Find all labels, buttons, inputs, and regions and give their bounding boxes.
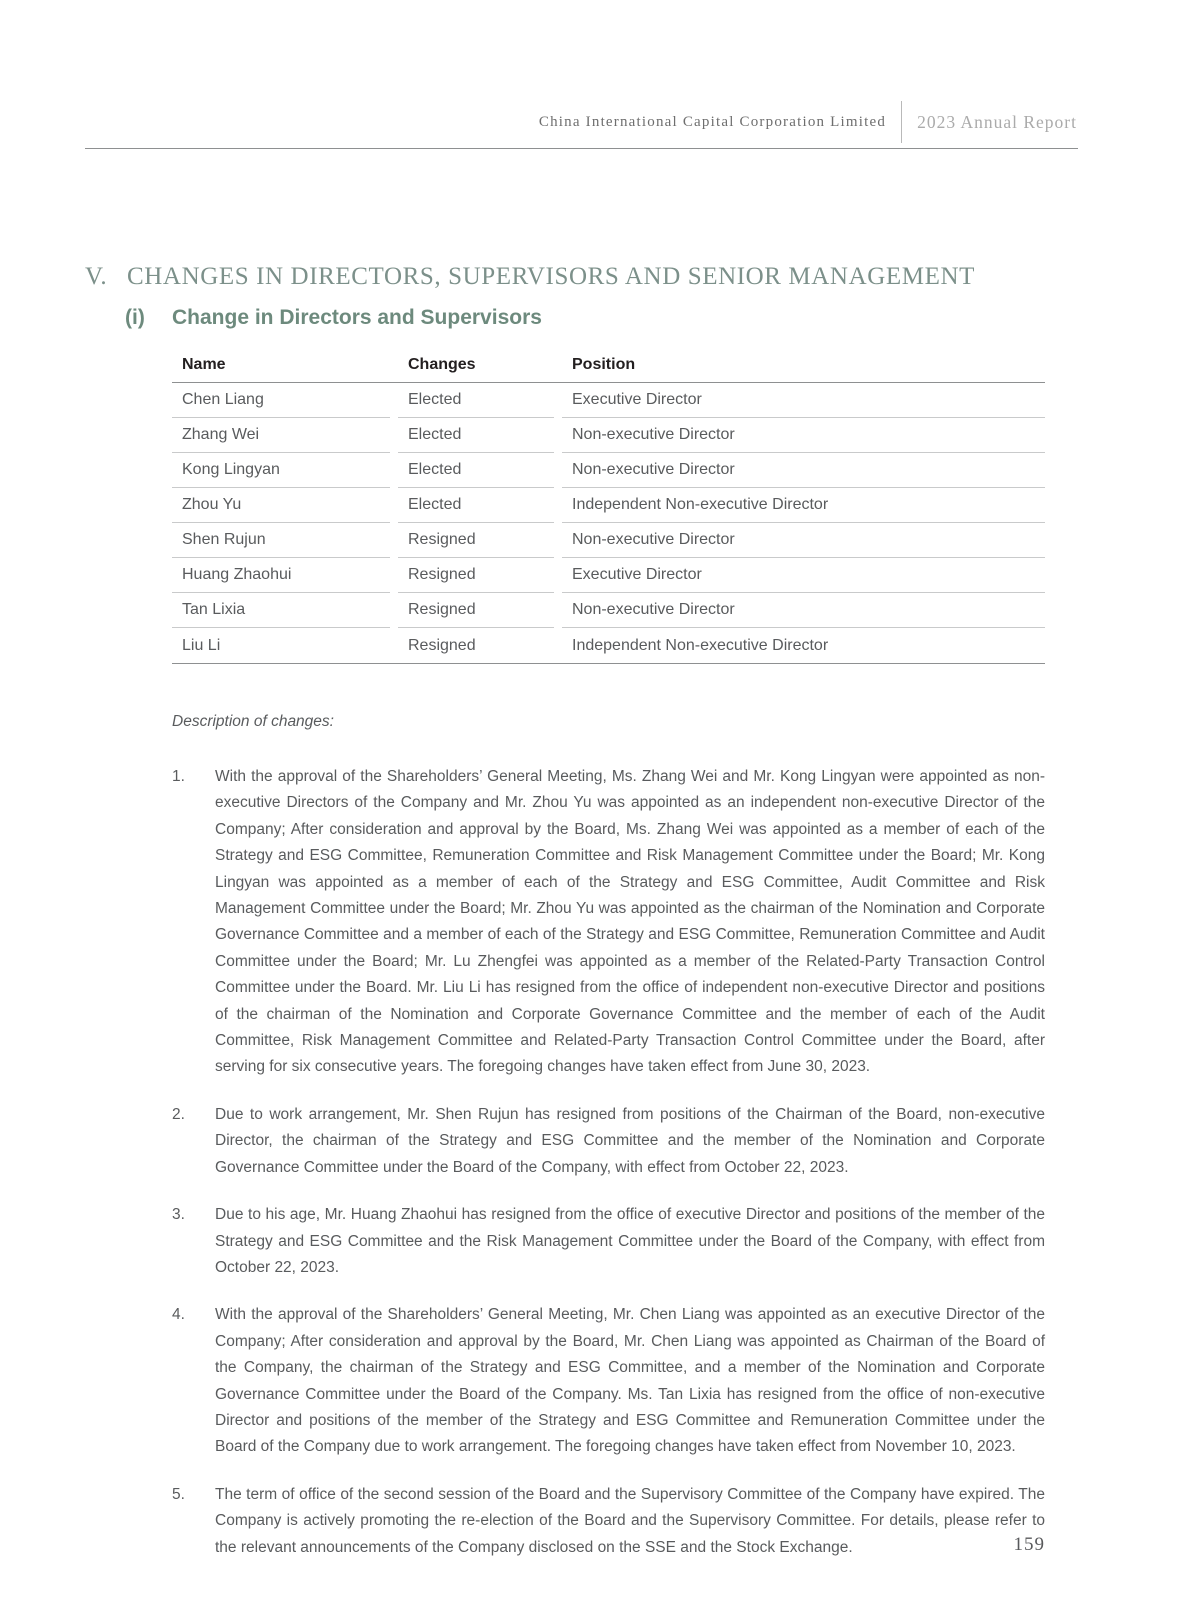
table-cell-name: Shen Rujun	[172, 523, 390, 558]
section-number: V.	[85, 263, 108, 290]
table-cell-position: Non-executive Director	[562, 593, 1045, 628]
table-cell-position: Non-executive Director	[562, 453, 1045, 488]
table-row	[172, 488, 1045, 523]
column-header-changes: Changes	[408, 356, 476, 373]
description-item-number: 4.	[172, 1306, 185, 1324]
table-header-row	[172, 349, 1045, 383]
table-row	[172, 418, 1045, 453]
directors-table	[172, 349, 1045, 664]
description-item	[172, 764, 1045, 1081]
table-body	[172, 383, 1045, 664]
table-cell-name: Chen Liang	[172, 383, 390, 418]
table-cell-changes: Elected	[398, 488, 554, 523]
table-cell-changes: Elected	[398, 383, 554, 418]
table-cell-name: Zhou Yu	[172, 488, 390, 523]
section-title	[85, 263, 1190, 291]
description-item-number: 2.	[172, 1105, 185, 1123]
description-label: Description of changes:	[172, 713, 334, 730]
table-cell-changes: Resigned	[408, 636, 476, 654]
table-cell-changes: Elected	[398, 453, 554, 488]
table-cell-name: Tan Lixia	[172, 593, 390, 628]
description-item	[172, 1102, 1045, 1181]
description-item	[172, 1482, 1045, 1561]
description-item	[172, 1302, 1045, 1460]
table-cell-position: Executive Director	[562, 383, 1045, 418]
table-cell-name: Liu Li	[182, 636, 221, 654]
company-name: China International Capital Corporation Limited	[538, 113, 887, 130]
table-cell-name: Kong Lingyan	[172, 453, 390, 488]
column-header-name: Name	[182, 356, 226, 373]
table-cell-changes: Resigned	[398, 523, 554, 558]
subsection-title	[125, 306, 1190, 330]
report-title: 2023 Annual Report	[917, 111, 1077, 132]
description-item-text: The term of office of the second session of the Board and the Supervisory Committee of the Company have expired. The Company is actively promoting the re-election of the Board and the Supervisory Committee. For details, please refer to the relevant announcements of the Company disclosed on the SSE and the Stock Exchange.	[215, 1485, 1045, 1556]
page-header	[0, 0, 1190, 149]
table-cell-position: Non-executive Director	[562, 523, 1045, 558]
description-item-text: Due to work arrangement, Mr. Shen Rujun has resigned from positions of the Chairman of the Board, non-executive Director, the chairman of the Strategy and ESG Committee and the member of the Nomination and Corporate Governance Committee under the Board of the Company, with effect from October 22, 2023.	[215, 1105, 1045, 1176]
table-cell-position: Executive Director	[562, 558, 1045, 593]
table-row	[172, 383, 1045, 418]
column-header-position: Position	[572, 356, 636, 373]
table-cell-changes: Elected	[398, 418, 554, 453]
table-row	[172, 453, 1045, 488]
table-cell-name: Huang Zhaohui	[172, 558, 390, 593]
description-item-number: 3.	[172, 1206, 185, 1224]
table-cell-changes: Resigned	[398, 558, 554, 593]
table-row	[172, 558, 1045, 593]
subsection-number: (i)	[125, 306, 145, 329]
table-cell-position: Independent Non-executive Director	[562, 488, 1045, 523]
section-title-text: CHANGES IN DIRECTORS, SUPERVISORS AND SENIOR MANAGEMENT	[127, 263, 975, 290]
table-row	[172, 593, 1045, 628]
header-line	[0, 100, 1077, 144]
description-item	[172, 1202, 1045, 1281]
header-rule	[85, 148, 1078, 149]
description-item-number: 1.	[172, 768, 185, 785]
description-item-text: Due to his age, Mr. Huang Zhaohui has resigned from the office of executive Director and positions of the member of the Strategy and ESG Committee and the Risk Management Committee under the Board of the Company, with effect from October 22, 2023.	[215, 1206, 1045, 1276]
table-cell-name: Zhang Wei	[172, 418, 390, 453]
description-item-text: With the approval of the Shareholders’ General Meeting, Mr. Chen Liang was appointed as an executive Director of the Company; After consideration and approval by the Board, Mr. Chen Liang was appointed as Chairman of the Board of the Company, the chairman of the Strategy and ESG Committee, and a member of the Nomination and Corporate Governance Committee under the Board of the Company. Ms. Tan Lixia has resigned from the office of non-executive Director and positions of the member of the Strategy and ESG Committee and Remuneration Committee under the Board of the Company due to work arrangement. The foregoing changes have taken effect from November 10, 2023.	[215, 1306, 1045, 1456]
page-number: 159	[1013, 1534, 1045, 1555]
table-cell-position: Non-executive Director	[562, 418, 1045, 453]
description-item-text: With the approval of the Shareholders’ General Meeting, Ms. Zhang Wei and Mr. Kong Lingyan were appointed as non-executive Directors of the Company and Mr. Zhou Yu was appointed as an independent non-executive Director of the Company; After consideration and approval by the Board, Ms. Zhang Wei was appointed as a member of each of the Strategy and ESG Committee, Remuneration Committee and Risk Management Committee under the Board; Mr. Kong Lingyan was appointed as a member of each of the Strategy and ESG Committee, Audit Committee and Risk Management Committee under the Board; Mr. Zhou Yu was appointed as the chairman of the Nomination and Corporate Governance Committee and a member of each of the Strategy and ESG Committee, Remuneration Committee and Audit Committee under the Board; Mr. Lu Zhengfei was appointed as a member of the Related-Party Transaction Control Committee under the Board. Mr. Liu Li has resigned from the office of independent non-executive Director and positions of the chairman of the Nomination and Corporate Governance Committee and the member of each of the Audit Committee, Risk Management Committee and Related-Party Transaction Control Committee under the Board, after serving for six consecutive years. The foregoing changes have taken effect from June 30, 2023.	[215, 768, 1045, 1076]
table-cell-position: Independent Non-executive Director	[572, 636, 829, 654]
table-row	[172, 628, 1045, 663]
subsection-title-text: Change in Directors and Supervisors	[172, 306, 542, 329]
description-list	[172, 764, 1045, 1561]
table-cell-changes: Resigned	[398, 593, 554, 628]
table-row	[172, 523, 1045, 558]
description-item-number: 5.	[172, 1485, 185, 1503]
